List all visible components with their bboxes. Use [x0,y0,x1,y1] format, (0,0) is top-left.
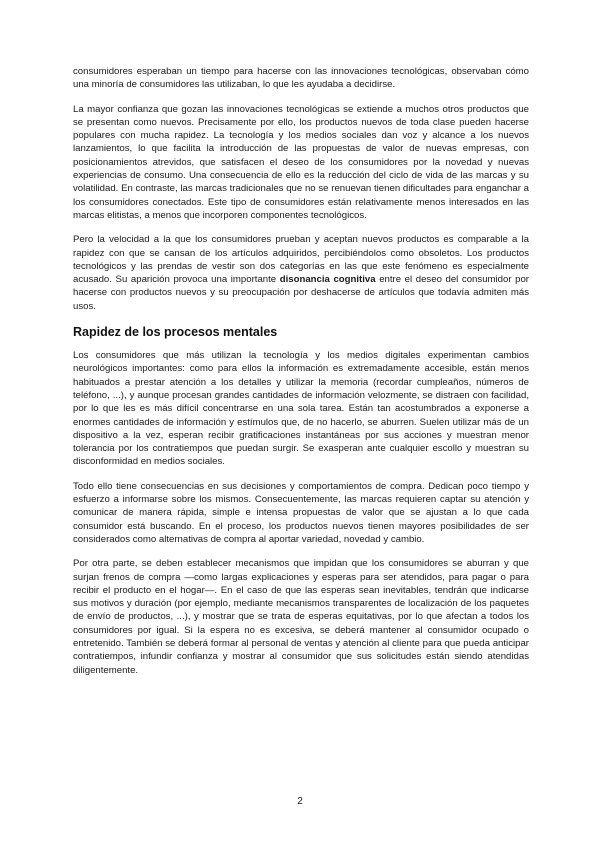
paragraph-4: Los consumidores que más utilizan la tecnología y los medios digitales experimentan cambios neurológicos importantes: como para ellos la información es extremadamente accesible, están menos habituados a prestar atención a los detalles y utilizar la memoria (recordar cumpleaños, números de teléfono, ...), y aunque procesan grandes cantidades de información velozmente, se distraen con facilidad, por lo que les es más difícil concentrarse en una sola tarea. Están tan acostumbrados a exponerse a enormes cantidades de información y estímulos que, de no hacerlo, se aburren. Suelen utilizar más de un dispositivo a la vez, esperan recibir gratificaciones instantáneas por sus acciones y muestran menor tolerancia por los contratiempos que puedan surgir. Se exasperan ante cualquier escollo y muestran su disconformidad en medios sociales. [73,350,529,468]
section-heading: Rapidez de los procesos mentales [73,325,278,340]
paragraph-3-text-after: entre el deseo del consumidor por hacerse con productos nuevos y su preocupación por deshacerse de artículos que todavía admiten más usos. [73,274,529,312]
bold-term: disonancia cognitiva [279,274,376,286]
paragraph-3-text-before: Pero la velocidad a la que los consumidores prueban y aceptan nuevos productos es comparable a la rapidez con que se cansan de los artículos adquiridos, percibiéndolos como obsoletos. Los productos tecnológicos y las prendas de vestir son dos categorías en las que este fenómeno es especialmente acusado. Su aparición provoca una importante [73,234,529,286]
paragraph-6: Por otra parte, se deben establecer mecanismos que impidan que los consumidores se aburran y que surjan frenos de compra —como largas explicaciones y esperas para ser atendidos, para pagar o para recibir el producto en el hogar—. En el caso de que las esperas sean inevitables, tendrán que indicarse sus motivos y duración (por ejemplo, mediante mecanismos transparentes de localización de los paquetes de envío de productos, ...), y mostrar que se trata de esperas equitativas, por lo que afectan a todos los consumidores por igual. Si la espera no es excesiva, se deberá mantener al consumidor ocupado o entretenido. También se deberá formar al personal de ventas y atención al cliente para que pueda anticipar contratiempos, infundir confianza y mostrar al consumidor que sus solicitudes están siendo atendidas diligentemente. [73,558,529,676]
paragraph-1: consumidores esperaban un tiempo para hacerse con las innovaciones tecnológicas, observaban cómo una minoría de consumidores las utilizaban, lo que les ayudaba a decidirse. [73,66,529,91]
page-body [73,65,529,688]
page-number: 2 [297,796,303,807]
paragraph-3 [73,233,529,313]
paragraph-2: La mayor confianza que gozan las innovaciones tecnológicas se extiende a muchos otros productos que se presentan como nuevos. Precisamente por ello, los productos nuevos de toda clase pueden hacerse populares con mucha rapidez. La tecnología y los medios sociales dan voz y alcance a los nuevos lanzamientos, lo que facilita la introducción de las propuestas de valor de nuevas empresas, con posicionamientos atrevidos, que satisfacen el deseo de los consumidores por la novedad y nuevas experiencias de consumo. Una consecuencia de ello es la reducción del ciclo de vida de las marcas y su volatilidad. En contraste, las marcas tradicionales que no se renuevan tienen dificultades para enganchar a los consumidores conectados. Este tipo de consumidores están relativamente menos interesados en las marcas elitistas, a menos que incorporen componentes tecnológicos. [73,103,529,221]
paragraph-5: Todo ello tiene consecuencias en sus decisiones y comportamientos de compra. Dedican poco tiempo y esfuerzo a informarse sobre los mismos. Consecuentemente, las marcas requieren captar su atención y comunicar de manera rápida, simple e intensa propuestas de valor que se ajustan a lo que cada consumidor está buscando. En el proceso, los productos nuevos tienen mayores posibilidades de ser considerados como alternativas de compra al aportar variedad, novedad y cambio. [73,480,529,545]
